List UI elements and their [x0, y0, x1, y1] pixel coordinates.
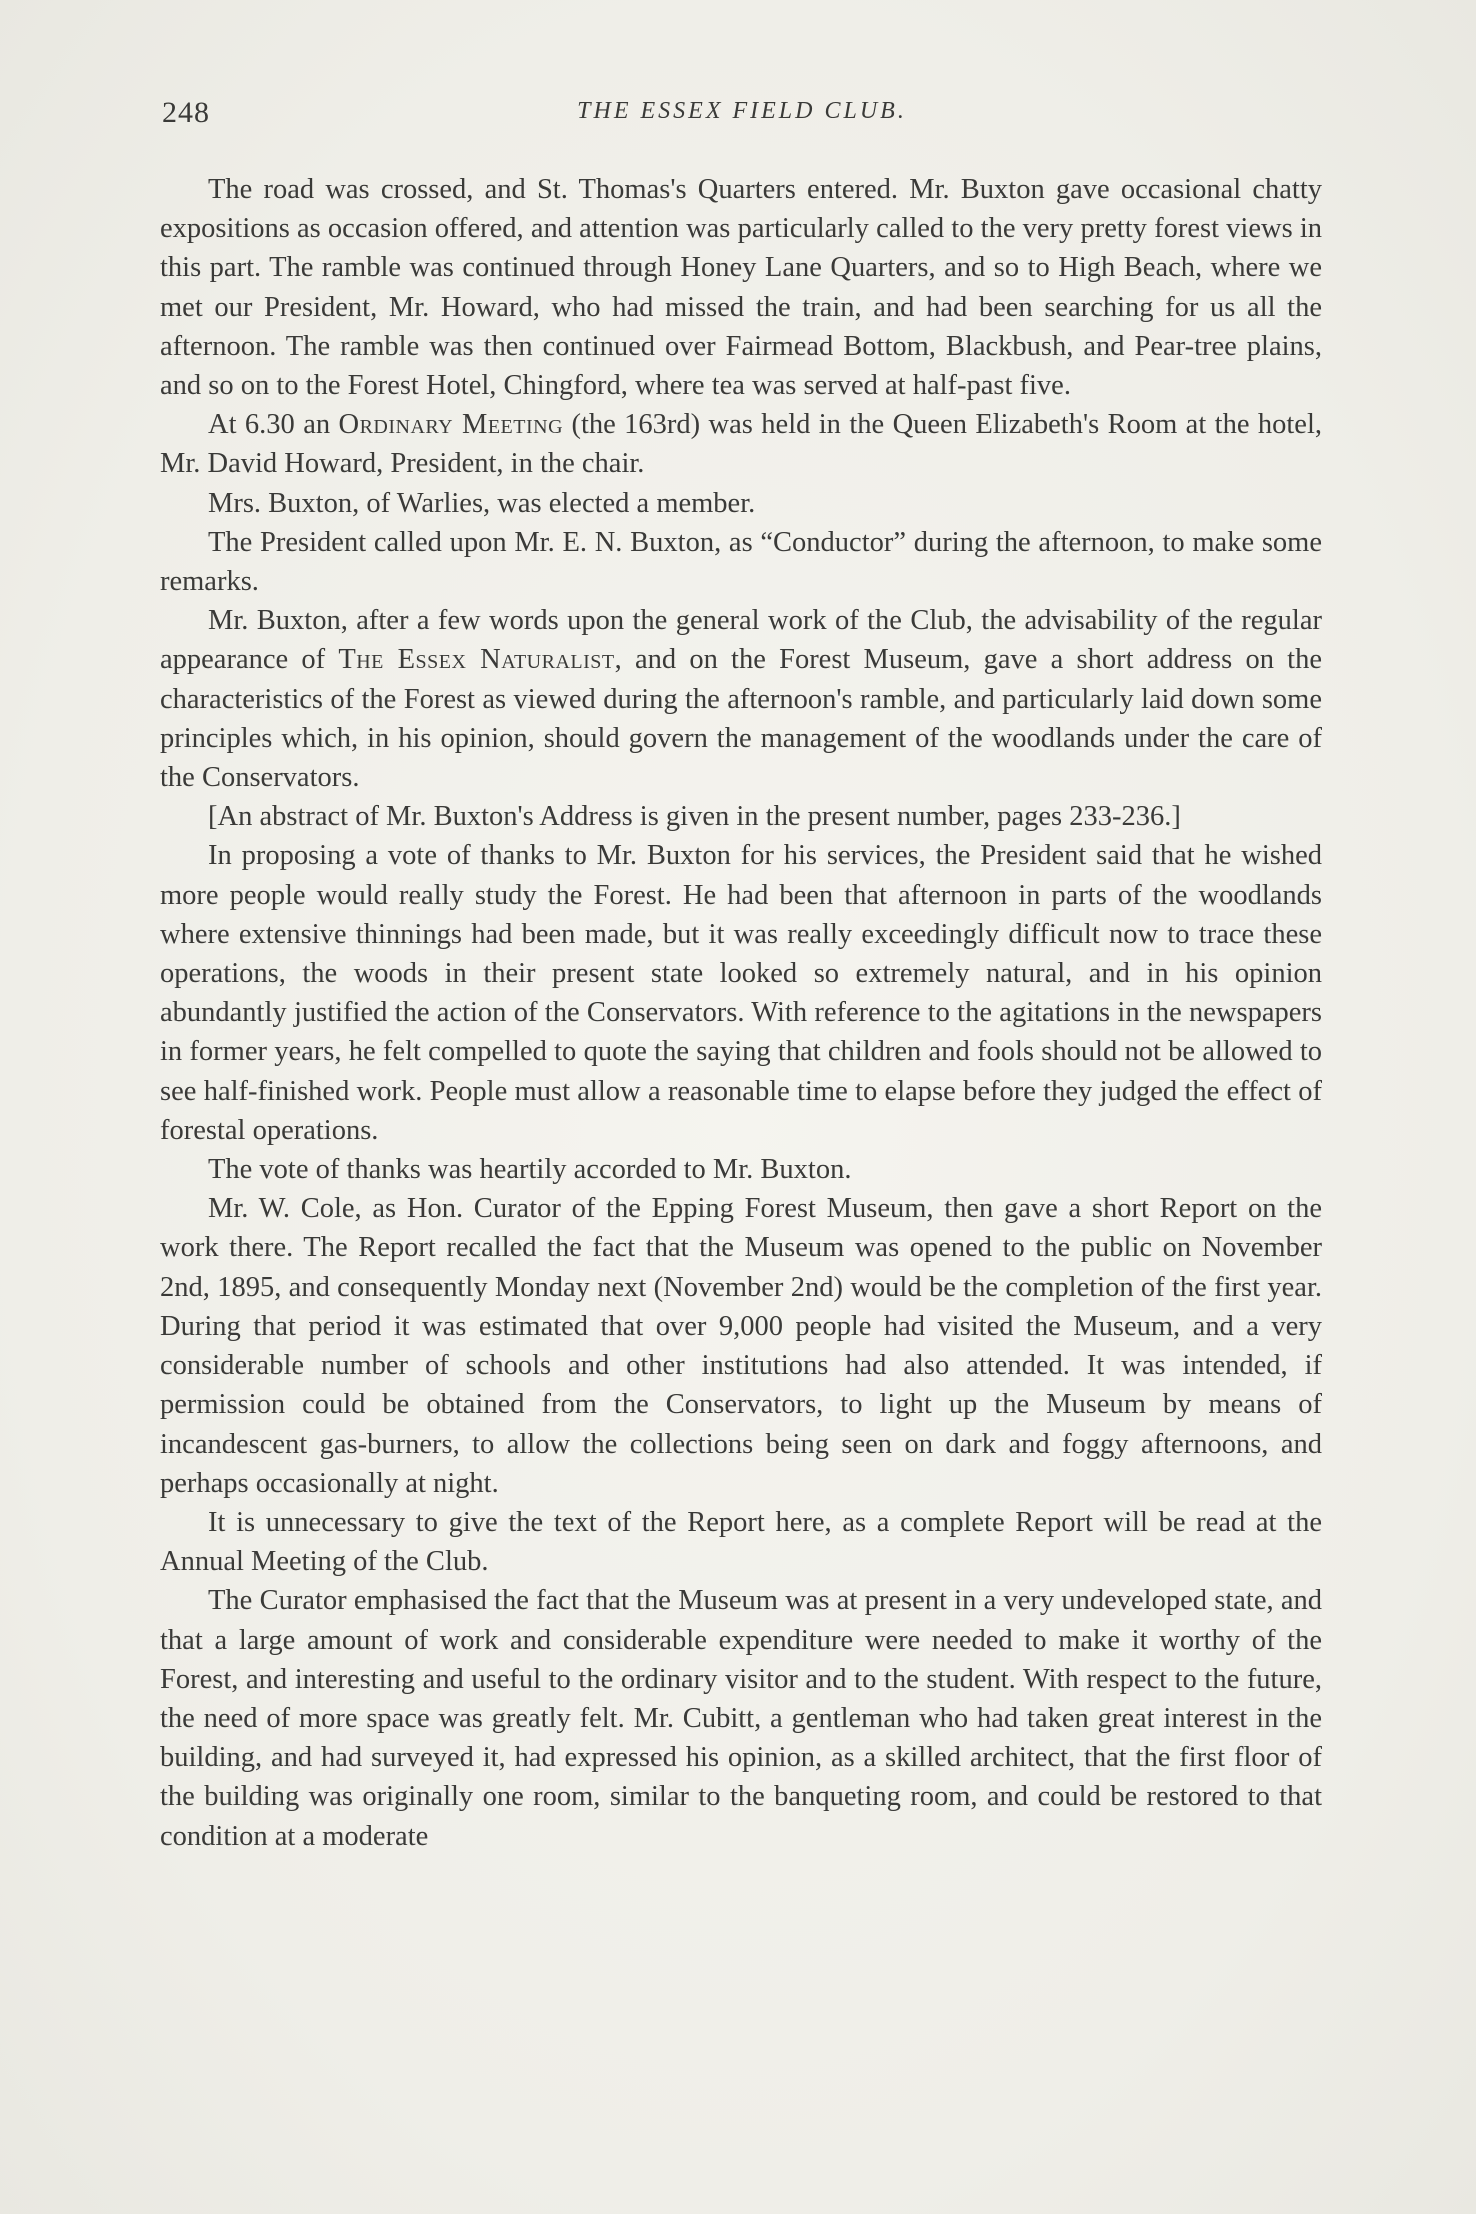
page-number: 248	[162, 96, 210, 129]
paragraph-vote-proposal: In proposing a vote of thanks to Mr. Buxton for his services, the President said that he wished more people would really study the Forest. He had been that afternoon in parts of the woodlands where extensive thinnings had been made, but it was really exceedingly difficult now to trace these operations, the woods in their present state looked so extremely natural, and in his opinion abundantly justified the action of the Conservators. With reference to the agitations in the newspapers in former years, he felt compelled to quote the saying that children and fools should not be allowed to see half-finished work. People must allow a reasonable time to elapse before they judged the effect of forestal operations.	[160, 840, 1322, 1146]
paragraph-member-elected: Mrs. Buxton, of Warlies, was elected a member.	[208, 487, 756, 519]
ordinary-meeting-smallcaps: Ordinary Meeting	[338, 409, 564, 441]
paragraph-text: (the 163rd) was held in the Queen Elizabeth's Room at the hotel, Mr. David Howard, President, in the chair.	[160, 409, 1322, 480]
paragraph-text: Mr. Buxton, after a few words upon the general work of the Club, the advisability of the regular appearance of	[160, 605, 1322, 676]
paragraph-abstract-note: [An abstract of Mr. Buxton's Address is given in the present number, pages 233-236.]	[208, 801, 1181, 833]
journal-title: THE ESSEX FIELD CLUB.	[577, 98, 907, 124]
paragraph-curator-emphasis: The Curator emphasised the fact that the Museum was at present in a very undeveloped state, and that a large amount of work and considerable expenditure were needed to make it worthy of the Forest, and interesting and useful to the ordinary visitor and to the student. With respect to the future, the need of more space was greatly felt. Mr. Cubitt, a gentleman who had taken great interest in the building, and had surveyed it, had expressed his opinion, as a skilled architect, that the first floor of the building was originally one room, similar to the banqueting room, and could be restored to that condition at a moderate	[160, 1585, 1322, 1852]
paragraph-text: At 6.30 an	[208, 409, 339, 441]
paragraph-curator-report: Mr. W. Cole, as Hon. Curator of the Epping Forest Museum, then gave a short Report on the work there. The Report recalled the fact that the Museum was opened to the public on November 2nd, 1895, and consequently Monday next (November 2nd) would be the completion of the first year. During that period it was estimated that over 9,000 people had visited the Museum, and a very considerable number of schools and other institutions had also attended. It was intended, if permission could be obtained from the Conservators, to light up the Museum by means of incandescent gas-burners, to allow the collections being seen on dark and foggy afternoons, and perhaps occasionally at night.	[160, 1193, 1322, 1499]
paragraph-buxton-address	[160, 601, 1322, 797]
body-text	[160, 170, 1322, 1856]
paragraph-vote-accorded: The vote of thanks was heartily accorded to Mr. Buxton.	[208, 1154, 852, 1186]
paragraph-road-crossed: The road was crossed, and St. Thomas's Quarters entered. Mr. Buxton gave occasional chatty expositions as occasion offered, and attention was particularly called to the very pretty forest views in this part. The ramble was continued through Honey Lane Quarters, and so to High Beach, where we met our President, Mr. Howard, who had missed the train, and had been searching for us all the afternoon. The ramble was then continued over Fairmead Bottom, Blackbush, and Pear-tree plains, and so on to the Forest Hotel, Chingford, where tea was served at half-past five.	[160, 174, 1322, 402]
paragraph-ordinary-meeting	[160, 405, 1322, 483]
essex-naturalist-smallcaps: The Essex Naturalist	[338, 644, 615, 676]
paragraph-report-text-note: It is unnecessary to give the text of the Report here, as a complete Report will be read at the Annual Meeting of the Club.	[160, 1506, 1322, 1578]
paragraph-president-called: The President called upon Mr. E. N. Buxton, as “Conductor” during the afternoon, to make some remarks.	[160, 526, 1322, 598]
running-head	[162, 96, 1322, 136]
paragraph-text: , and on the Forest Museum, gave a short address on the characteristics of the Forest as viewed during the afternoon's ramble, and particularly laid down some principles which, in his opinion, should govern the management of the woodlands under the care of the Conservators.	[160, 644, 1322, 794]
